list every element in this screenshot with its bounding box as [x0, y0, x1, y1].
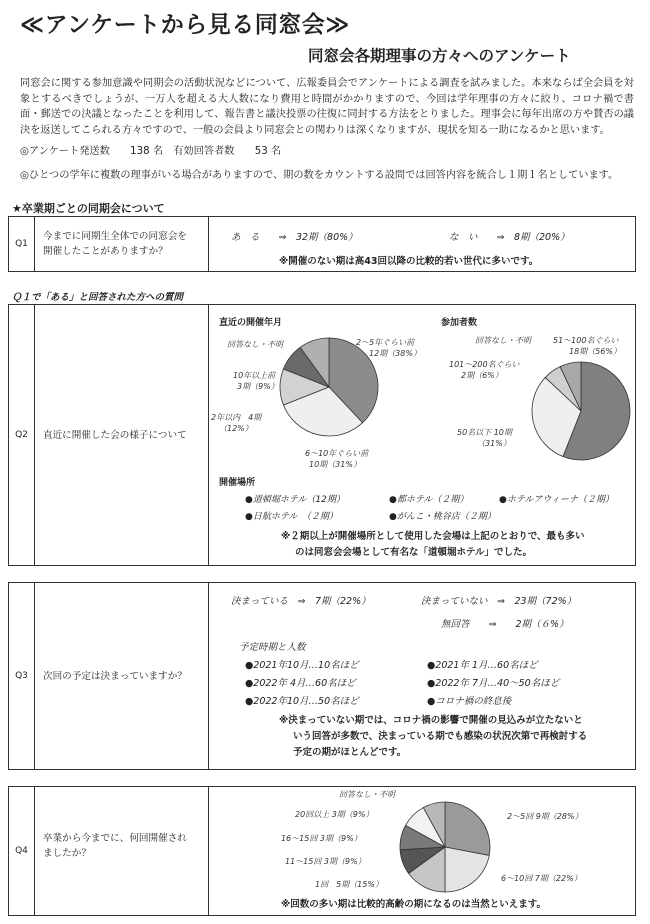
q2-question: 直近に開催した会の様子について [39, 305, 209, 565]
q1-question-line2: 開催したことがありますか？ [43, 246, 168, 257]
label-people-under50-pct: （31%） [477, 439, 511, 448]
q3-plan-item: ●2022年 7月…40～50名ほど [427, 678, 560, 689]
q3-plan-title: 予定時期と人数 [239, 642, 306, 653]
pie-slice-1 [445, 802, 490, 855]
label-recent-6to10: 6～10年ぐらい前 [305, 449, 369, 458]
q1-note: ※開催のない期は高43回以降の比較的若い世代に多いです。 [279, 256, 539, 267]
q3-number: Q3 [9, 583, 35, 769]
label-people-51to100-count: 18期（56%） [569, 347, 621, 356]
label-recent-within2-pct: （12%） [219, 424, 253, 433]
label-count-2to5: 2～5回 9期（28%） [507, 812, 583, 821]
q3-question: 次回の予定は決まっていますか？ [39, 583, 209, 769]
intro-sent-count: ◎アンケート発送数 138 名 有効回答者数 53 名 [20, 146, 282, 157]
q3-note-line1: ※決まっていない期では、コロナ禍の影響で開催の見込みが立たないと [279, 715, 583, 726]
label-people-101to200-count: 2期（6%） [461, 371, 503, 380]
q1-answer-no: な い ⇒ 8期（20%） [449, 232, 570, 243]
label-recent-2to5-count: 12期（38%） [369, 349, 421, 358]
q3-plan-item: ●2021年 1月…60名ほど [427, 660, 538, 671]
q4-number: Q4 [9, 787, 35, 915]
q3-plan-item: ●コロナ禍の終息後 [427, 696, 512, 707]
venue-item: ●道頓堀ホテル（12期） [245, 495, 345, 505]
label-recent-2to5: 2～5年ぐらい前 [356, 338, 415, 347]
q4-note: ※回数の多い期は比較的高齢の期になるのは当然といえます。 [281, 899, 546, 910]
chart-recent-title: 直近の開催年月 [219, 318, 283, 328]
q1-question-line1: 今までに同期生全体での同窓会を [43, 231, 187, 242]
q4-question-line2: ましたか？ [43, 848, 91, 859]
q1-question [39, 217, 209, 271]
label-recent-10plus: 10年以上前 [233, 371, 276, 380]
q4-question [39, 787, 209, 915]
label-people-101to200: 101～200名ぐらい [449, 360, 520, 369]
q3-undecided: 決まっていない ⇒ 23期（72%） [421, 596, 577, 607]
chart-people-pie [531, 361, 631, 461]
q2-number: Q2 [9, 305, 35, 565]
label-count-20plus: 20回以上 3期（9%） [295, 810, 374, 819]
venue-item: ●都ホテル（２期） [389, 495, 469, 505]
page-subtitle: 同窓会各期理事の方々へのアンケート [308, 47, 571, 65]
label-count-16to15: 16～15回 3期（9%） [281, 834, 362, 843]
q3-noanswer: 無回答 ⇒ 2期（６%） [441, 619, 569, 630]
q4-box [8, 786, 636, 916]
label-recent-within2: 2年以内 4期 [211, 413, 262, 422]
venue-title: 開催場所 [219, 478, 256, 488]
label-recent-noanswer: 回答なし・不明 [227, 340, 283, 349]
venue-item: ●ホテルアウィーナ（２期） [499, 495, 614, 505]
label-recent-6to10-count: 10期（31%） [309, 460, 361, 469]
q3-note-line3: 予定の期がほとんどです。 [293, 747, 407, 758]
q4-question-line1: 卒業から今までに、何回開催され [43, 833, 187, 844]
venue-item: ●がんこ・桃谷店（２期） [389, 512, 496, 522]
q2-note-line1: ※２期以上が開催場所として使用した会場は上記のとおりで、最も多い [281, 531, 585, 542]
q1-box [8, 216, 636, 272]
q1-number: Q1 [9, 217, 35, 271]
chart-people-title: 参加者数 [441, 318, 478, 328]
q3-decided: 決まっている ⇒ 7期（22%） [231, 596, 371, 607]
q3-plan-item: ●2022年 4月…60名ほど [245, 678, 356, 689]
q3-note-line2: いう回答が多数で、決まっている期でも感染の状況次第で再検討する [293, 731, 588, 742]
label-count-11to15: 11～15回 3期（9%） [285, 857, 366, 866]
q2-note-line2: のは同窓会会場として有名な「道頓堀ホテル」でした。 [295, 547, 533, 558]
chart-recent-pie [279, 337, 379, 437]
label-recent-10plus-count: 3期（9%） [237, 382, 279, 391]
q3-plan-item: ●2021年10月…10名ほど [245, 660, 359, 671]
intro-paragraph: 同窓会に関する参加意識や同期会の活動状況などについて、広報委員会でアンケートによる調査を試みました。本来ならば全会員を対象とするべきでしょうが、一万人を超える大人数になり費用と時間がかかりますので、今回は学年理事の方々に絞り、コロナ禍で書面・郵送での決議となったことを利用して、報告書と議決投票の往復に同封する方法をとりました。理事会に毎年出席の方や賛否の議決を返送してこられる方々ですので、一般の会員より同窓会との関わりは深くなりますが、現状を知る一助になるかと思います。 [20, 78, 634, 136]
q2-box [8, 304, 636, 566]
label-count-1: 1回 5期（15%） [315, 880, 383, 889]
venue-item: ●日航ホテル （２期） [245, 512, 338, 522]
intro-note: ◎ひとつの学年に複数の理事がいる場合がありますので、期の数をカウントする設問では回答内容を統合し１期１名としています。 [20, 170, 619, 181]
label-people-noanswer: 回答なし・不明 [475, 336, 531, 345]
q1-answer-yes: あ る ⇒ 32期（80%） [231, 232, 358, 243]
page-title: ≪アンケートから見る同窓会≫ [20, 12, 350, 38]
chart-count-pie [399, 801, 491, 893]
q3-plan-item: ●2022年10月…50名ほど [245, 696, 359, 707]
section-heading: ★卒業期ごとの同期会について [12, 202, 165, 215]
label-count-6to10: 6～10回 7期（22%） [501, 874, 582, 883]
subsection-heading: Ｑ１で「ある」と回答された方への質問 [12, 292, 184, 303]
q3-box [8, 582, 636, 770]
label-people-51to100: 51～100名ぐらい [553, 336, 619, 345]
label-people-under50: 50名以下 10期 [457, 428, 512, 437]
label-count-noanswer: 回答なし・不明 [339, 790, 395, 799]
